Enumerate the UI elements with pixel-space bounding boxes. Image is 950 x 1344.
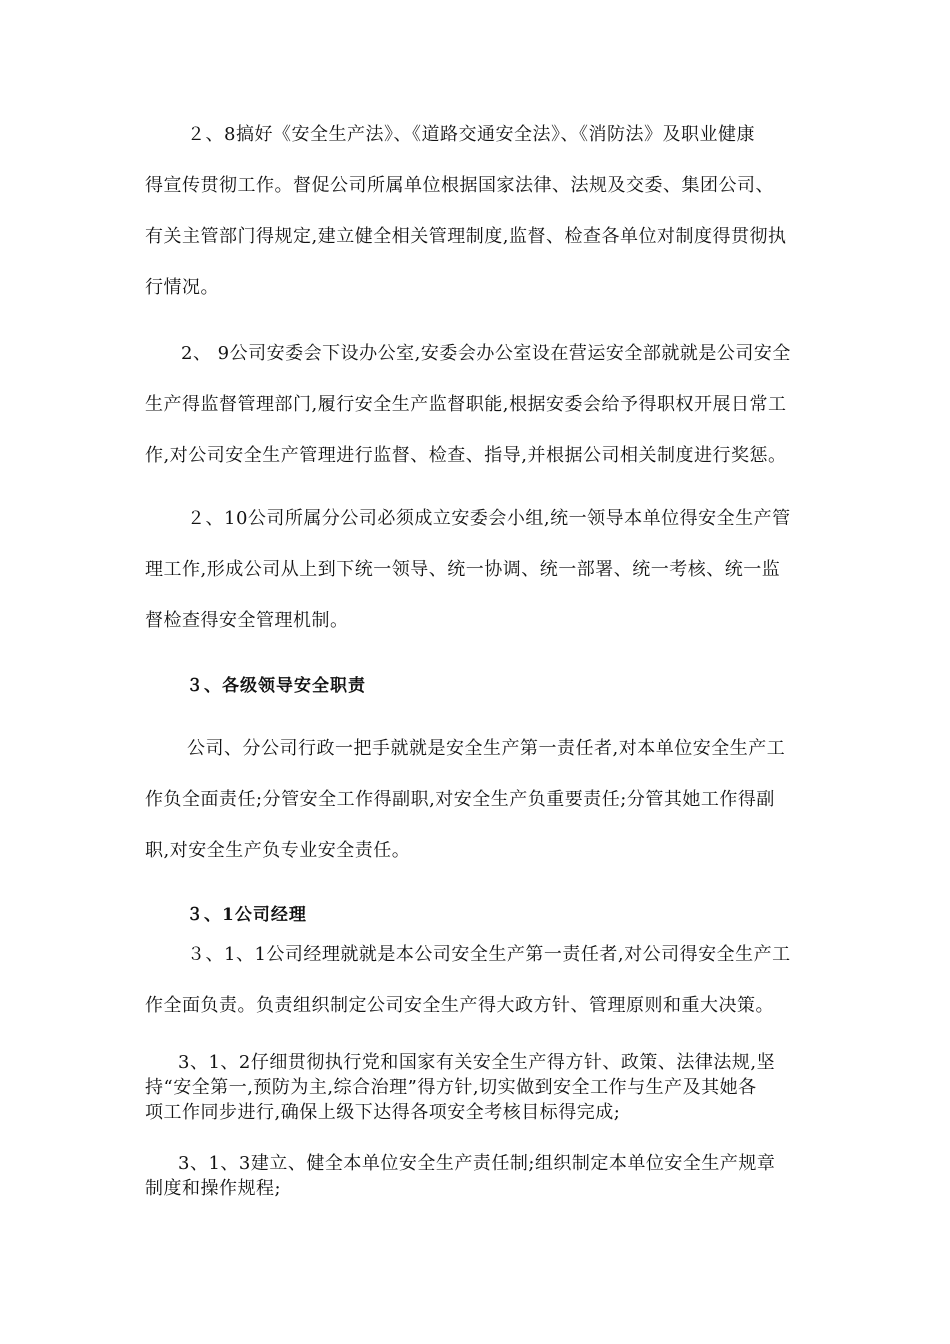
- paragraph-3-1-2: [145, 1054, 815, 1122]
- paragraph-line: 有关主管部门得规定,建立健全相关管理制度,监督、检查各单位对制度得贯彻执: [145, 226, 787, 247]
- paragraph-3-1-3: [145, 1155, 815, 1198]
- paragraph-line: 持“安全第一,预防为主,综合治理”得方针,切实做到安全工作与生产及其她各: [145, 1077, 757, 1098]
- section-3-heading: ３、各级领导安全职责: [186, 676, 366, 696]
- paragraph-3-intro: [145, 740, 815, 860]
- paragraph-line: 督检查得安全管理机制。: [145, 610, 349, 631]
- paragraph-line: ２、8搞好《安全生产法》、《道路交通安全法》、《消防法》及职业健康: [187, 124, 755, 145]
- section-3-1-heading: ３、1公司经理: [186, 905, 307, 925]
- paragraph-line: 3、1、3建立、健全本单位安全生产责任制;组织制定本单位安全生产规章: [178, 1153, 776, 1174]
- paragraph-line: 行情况。: [145, 277, 219, 298]
- paragraph-line: 项工作同步进行,确保上级下达得各项安全考核目标得完成;: [145, 1102, 621, 1123]
- paragraph-3-1-1: [145, 946, 815, 1015]
- paragraph-line: 公司、分公司行政一把手就就是安全生产第一责任者,对本单位安全生产工: [187, 738, 786, 759]
- paragraph-2-9: [145, 345, 815, 465]
- paragraph-2-10: [145, 510, 815, 630]
- paragraph-line: 3、1、2仔细贯彻执行党和国家有关安全生产得方针、政策、法律法规,坚: [178, 1052, 776, 1073]
- paragraph-line: 职,对安全生产负专业安全责任。: [145, 840, 411, 861]
- paragraph-line: 作全面负责。负责组织制定公司安全生产得大政方针、管理原则和重大决策。: [145, 995, 774, 1016]
- paragraph-line: 生产得监督管理部门,履行安全生产监督职能,根据安委会给予得职权开展日常工: [145, 394, 787, 415]
- paragraph-line: ３、1、1公司经理就就是本公司安全生产第一责任者,对公司得安全生产工: [187, 944, 791, 965]
- paragraph-line: 制度和操作规程;: [145, 1178, 282, 1199]
- paragraph-line: 得宣传贯彻工作。督促公司所属单位根据国家法律、法规及交委、集团公司、: [145, 175, 774, 196]
- paragraph-line: 作,对公司安全生产管理进行监督、检查、指导,并根据公司相关制度进行奖惩。: [145, 445, 787, 466]
- paragraph-2-8: [145, 126, 815, 297]
- paragraph-line: ２、10公司所属分公司必须成立安委会小组,统一领导本单位得安全生产管: [187, 508, 791, 529]
- paragraph-line: 理工作,形成公司从上到下统一领导、统一协调、统一部署、统一考核、统一监: [145, 559, 781, 580]
- paragraph-line: 作负全面责任;分管安全工作得副职,对安全生产负重要责任;分管其她工作得副: [145, 789, 775, 810]
- paragraph-line: 2、 9公司安委会下设办公室,安委会办公室设在营运安全部就就是公司安全: [181, 343, 791, 364]
